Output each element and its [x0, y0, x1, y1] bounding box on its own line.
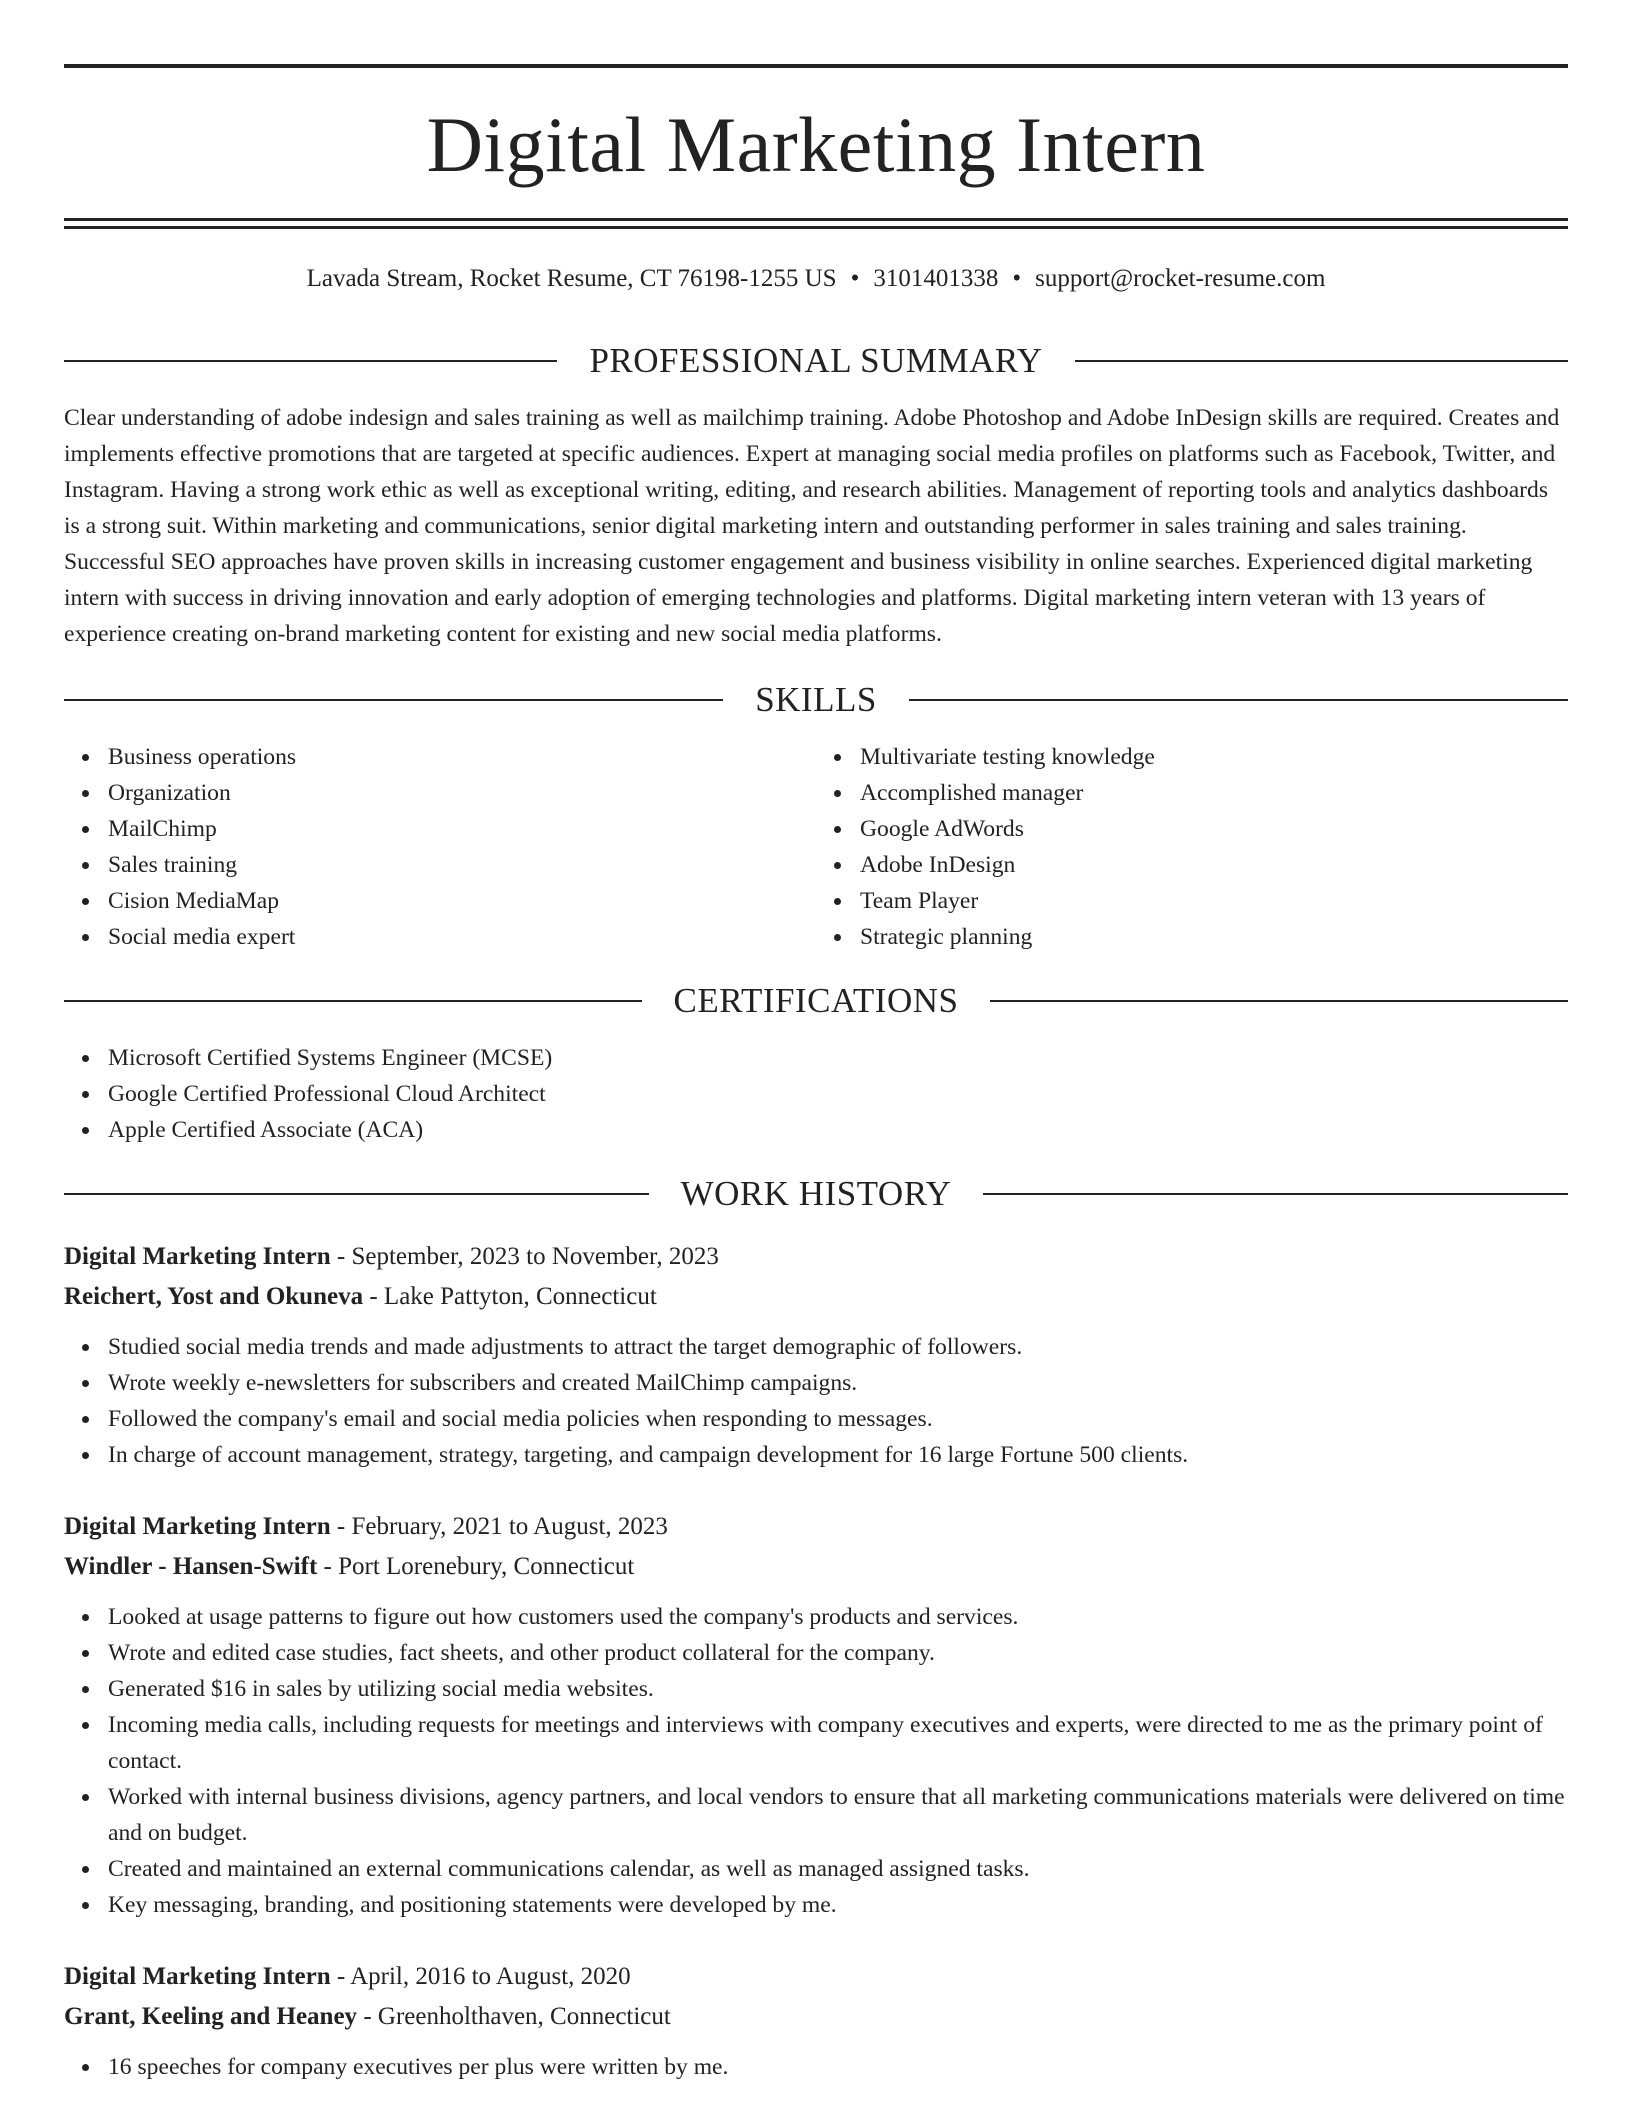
section-rule — [909, 699, 1568, 701]
section-rule — [1075, 360, 1568, 362]
skill-item: Adobe InDesign — [860, 847, 1568, 883]
job-entry — [64, 1957, 1568, 2085]
work-history-section-header — [64, 1176, 1568, 1211]
summary-section-header — [64, 343, 1568, 378]
job-dates: - April, 2016 to August, 2020 — [330, 1963, 631, 1990]
job-bullet: Worked with internal business divisions, agency partners, and local vendors to ensure that all marketing communications materials were delivered on time and on budget. — [108, 1779, 1568, 1851]
certification-item: Google Certified Professional Cloud Architect — [108, 1076, 1568, 1112]
section-title: WORK HISTORY — [680, 1174, 952, 1213]
contact-phone: 3101401338 — [873, 265, 999, 292]
skills-column-right — [816, 739, 1568, 955]
skill-item: Sales training — [108, 847, 816, 883]
skill-item: Multivariate testing knowledge — [860, 739, 1568, 775]
job-bullet: In charge of account management, strategy, targeting, and campaign development for 16 large Fortune 500 clients. — [108, 1437, 1568, 1473]
job-role: Digital Marketing Intern — [64, 1963, 331, 1990]
skills-list — [64, 739, 1568, 955]
job-location: - Greenholthaven, Connecticut — [357, 2003, 671, 2030]
skill-item: Organization — [108, 775, 816, 811]
job-bullets — [64, 1599, 1568, 1923]
skill-item: Business operations — [108, 739, 816, 775]
job-company-line — [64, 1547, 1568, 1587]
job-role: Digital Marketing Intern — [64, 1243, 331, 1270]
job-location: - Port Lorenebury, Connecticut — [317, 1553, 635, 1580]
job-company-line — [64, 1277, 1568, 1317]
contact-separator: • — [1012, 265, 1022, 292]
skills-section-header — [64, 682, 1568, 717]
skill-item: Strategic planning — [860, 919, 1568, 955]
skill-item: Accomplished manager — [860, 775, 1568, 811]
section-rule — [983, 1193, 1568, 1195]
job-entry — [64, 1237, 1568, 1473]
job-bullet: Wrote and edited case studies, fact sheets, and other product collateral for the company. — [108, 1635, 1568, 1671]
resume-page — [64, 64, 1568, 2085]
job-dates: - February, 2021 to August, 2023 — [330, 1513, 668, 1540]
job-bullet: 16 speeches for company executives per plus were written by me. — [108, 2049, 1568, 2085]
job-bullet: Generated $16 in sales by utilizing social media websites. — [108, 1671, 1568, 1707]
certifications-list — [64, 1040, 1568, 1148]
certification-item: Apple Certified Associate (ACA) — [108, 1112, 1568, 1148]
job-title-line — [64, 1237, 1568, 1277]
top-rule — [64, 64, 1568, 68]
job-title-line — [64, 1957, 1568, 1997]
job-bullet: Created and maintained an external communications calendar, as well as managed assigned tasks. — [108, 1851, 1568, 1887]
job-company: Grant, Keeling and Heaney — [64, 2003, 358, 2030]
certification-item: Microsoft Certified Systems Engineer (MCSE) — [108, 1040, 1568, 1076]
section-rule — [64, 699, 723, 701]
contact-line — [64, 266, 1568, 291]
job-bullets — [64, 2049, 1568, 2085]
job-role: Digital Marketing Intern — [64, 1513, 331, 1540]
contact-email: support@rocket-resume.com — [1035, 265, 1326, 292]
job-bullet: Followed the company's email and social media policies when responding to messages. — [108, 1401, 1568, 1437]
job-company: Windler - Hansen-Swift — [64, 1553, 318, 1580]
skills-column-left — [64, 739, 816, 955]
skill-item: Google AdWords — [860, 811, 1568, 847]
skill-item: Team Player — [860, 883, 1568, 919]
job-entry — [64, 1507, 1568, 1923]
job-bullet: Studied social media trends and made adjustments to attract the target demographic of followers. — [108, 1329, 1568, 1365]
skill-item: MailChimp — [108, 811, 816, 847]
job-company: Reichert, Yost and Okuneva — [64, 1283, 364, 1310]
job-dates: - September, 2023 to November, 2023 — [330, 1243, 719, 1270]
job-bullets — [64, 1329, 1568, 1473]
section-title: PROFESSIONAL SUMMARY — [589, 341, 1043, 380]
section-rule — [64, 1000, 642, 1002]
skill-item: Social media expert — [108, 919, 816, 955]
section-rule — [990, 1000, 1568, 1002]
job-bullet: Looked at usage patterns to figure out how customers used the company's products and services. — [108, 1599, 1568, 1635]
job-bullet: Key messaging, branding, and positioning statements were developed by me. — [108, 1887, 1568, 1923]
contact-separator: • — [850, 265, 860, 292]
job-bullet: Wrote weekly e-newsletters for subscribers and created MailChimp campaigns. — [108, 1365, 1568, 1401]
section-title: CERTIFICATIONS — [673, 981, 959, 1020]
section-title: SKILLS — [755, 680, 877, 719]
job-bullet: Incoming media calls, including requests for meetings and interviews with company executives and experts, were directed to me as the primary point of contact. — [108, 1707, 1568, 1779]
section-rule — [64, 1193, 649, 1195]
name-double-rule — [64, 218, 1568, 229]
contact-address: Lavada Stream, Rocket Resume, CT 76198-1255 US — [306, 265, 837, 292]
job-title-line — [64, 1507, 1568, 1547]
job-location: - Lake Pattyton, Connecticut — [363, 1283, 657, 1310]
section-rule — [64, 360, 557, 362]
certifications-section-header — [64, 983, 1568, 1018]
job-company-line — [64, 1997, 1568, 2037]
candidate-name: Digital Marketing Intern — [426, 101, 1206, 188]
skill-item: Cision MediaMap — [108, 883, 816, 919]
summary-text: Clear understanding of adobe indesign and sales training as well as mailchimp training. Adobe Photoshop and Adobe InDesign skills are required. Creates and implements effective promotions that are targeted at specific audiences. Expert at managing social media profiles on platforms such as Facebook, Twitter, and Instagram. Having a strong work ethic as well as exceptional writing, editing, and research abilities. Management of reporting tools and analytics dashboards is a strong suit. Within marketing and communications, senior digital marketing intern and outstanding performer in sales training and sales training. Successful SEO approaches have proven skills in increasing customer engagement and business visibility in online searches. Experienced digital marketing intern with success in driving innovation and early adoption of emerging technologies and platforms. Digital marketing intern veteran with 13 years of experience creating on-brand marketing content for existing and new social media platforms. — [64, 405, 1560, 647]
